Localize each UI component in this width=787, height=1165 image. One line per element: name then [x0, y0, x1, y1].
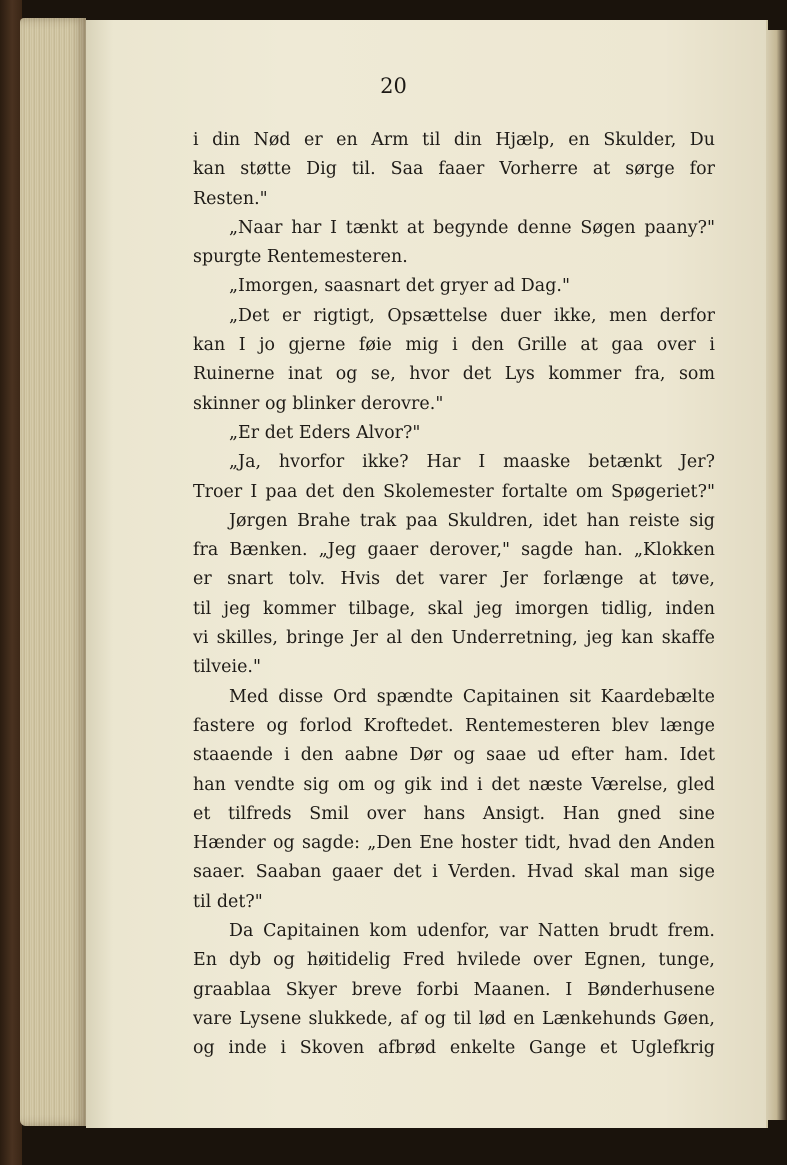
page-edges — [20, 18, 86, 1126]
text-line: i din Nød er en Arm til din Hjælp, en Skulder, Du — [193, 130, 715, 150]
text-line: spurgte Rentemesteren. — [193, 247, 408, 268]
book-binding — [0, 0, 22, 1165]
text-line: tilveie." — [193, 657, 262, 678]
text-line: En dyb og høitidelig Fred hvilede over Egnen, tunge, — [193, 950, 715, 971]
text-line: staaende i den aabne Dør og saae ud efter ham. Idet — [193, 745, 715, 766]
text-line: fra Bænken. „Jeg gaaer derover," sagde han. „Klokken — [193, 540, 715, 561]
text-line: „Er det Eders Alvor?" — [229, 422, 421, 443]
text-line: vi skilles, bringe Jer al den Underretning, jeg kan skaffe — [193, 628, 715, 649]
body-text — [193, 126, 715, 1064]
text-line: han vendte sig om og gik ind i det næste Værelse, gled — [193, 774, 715, 795]
text-line: Jørgen Brahe trak paa Skuldren, idet han reiste sig — [229, 510, 715, 531]
text-line: „Imorgen, saasnart det gryer ad Dag." — [229, 276, 571, 297]
text-line: til jeg kommer tilbage, skal jeg imorgen tidlig, inden — [193, 598, 715, 619]
text-line: vare Lysene slukkede, af og til lød en Lænkehunds Gøen, — [193, 1008, 715, 1029]
text-line: Med disse Ord spændte Capitainen sit Kaardebælte — [229, 686, 715, 707]
text-line: og inde i Skoven afbrød enkelte Gange et Uglefkrig — [193, 1038, 715, 1059]
text-line: Troer I paa det den Skolemester fortalte om Spøgeriet?" — [193, 481, 715, 502]
text-line: skinner og blinker derovre." — [193, 393, 444, 414]
text-line: „Ja, hvorfor ikke? Har I maaske betænkt Jer? — [229, 452, 715, 473]
text-line: „Det er rigtigt, Opsættelse duer ikke, men derfor — [229, 305, 715, 326]
text-line: kan støtte Dig til. Saa faaer Vorherre at sørge for — [193, 159, 715, 180]
text-line: er snart tolv. Hvis det varer Jer forlænge at tøve, — [193, 569, 715, 590]
text-line: Da Capitainen kom udenfor, var Natten brudt frem. — [229, 921, 715, 942]
page-right-edge — [766, 30, 787, 1120]
text-line: Hænder og sagde: „Den Ene hoster tidt, hvad den Anden — [193, 833, 715, 854]
text-line: til det?" — [193, 891, 263, 912]
text-line: Ruinerne inat og se, hvor det Lys kommer fra, som — [193, 364, 715, 385]
page-number: 20 — [380, 74, 407, 98]
text-line: saaer. Saaban gaaer det i Verden. Hvad skal man sige — [193, 862, 715, 883]
text-line: fastere og forlod Kroftedet. Rentemesteren blev længe — [193, 715, 715, 736]
text-line: „Naar har I tænkt at begynde denne Søgen paany?" — [229, 217, 715, 238]
text-line: et tilfreds Smil over hans Ansigt. Han gned sine — [193, 803, 715, 824]
text-line: Resten." — [193, 188, 268, 209]
text-line: graablaa Skyer breve forbi Maanen. I Bønderhusene — [193, 979, 715, 1000]
text-line: kan I jo gjerne føie mig i den Grille at gaa over i — [193, 335, 715, 356]
